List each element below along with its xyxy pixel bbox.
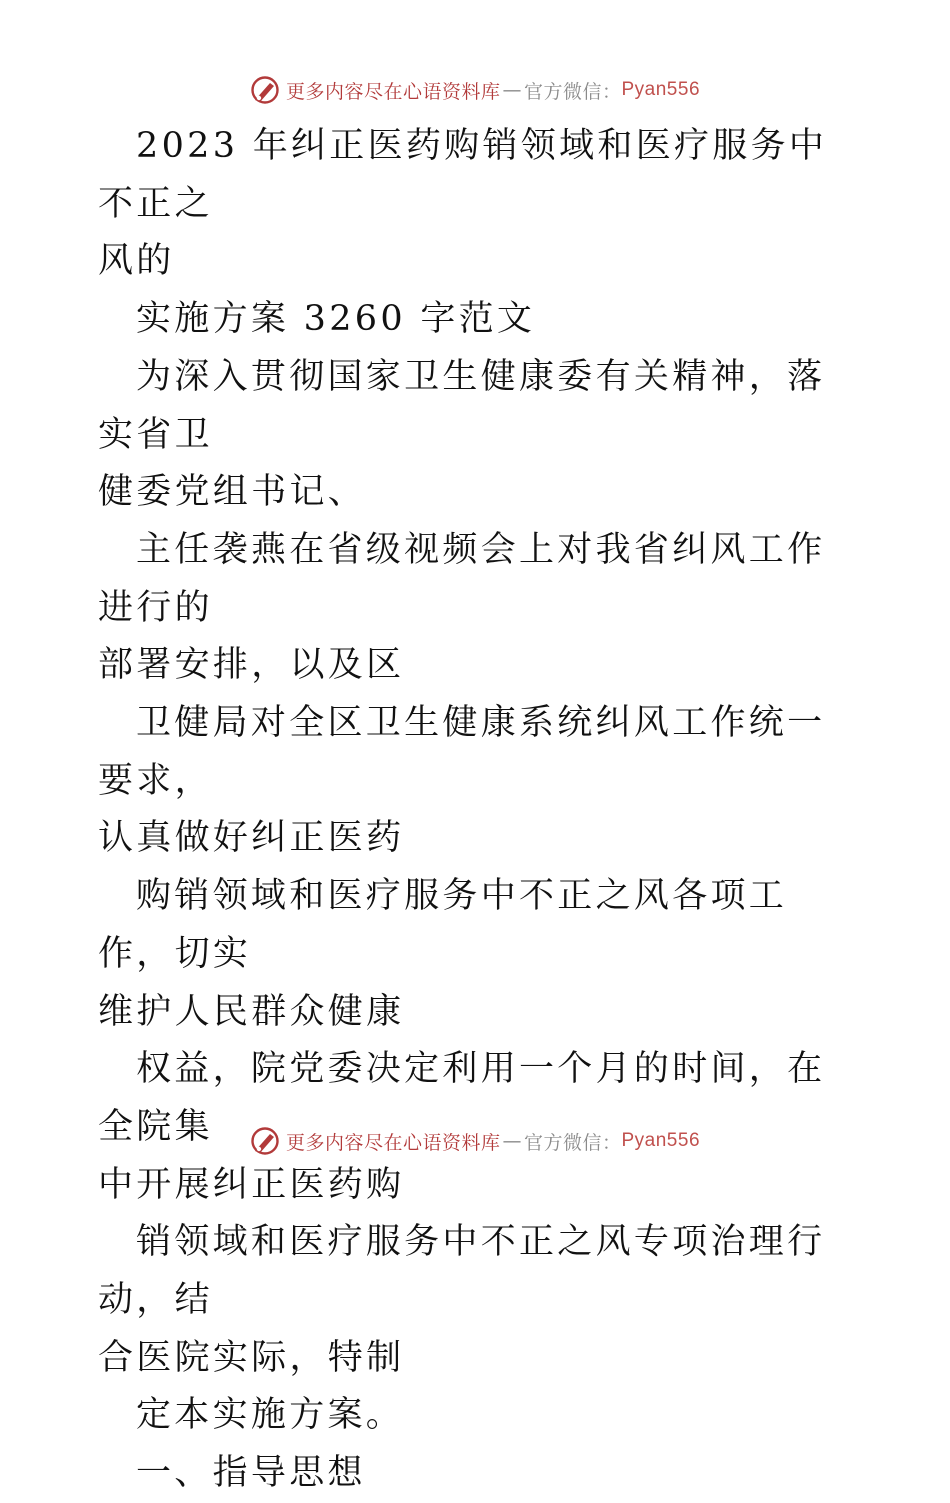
wechat-label: 官方微信： (523, 1131, 622, 1154)
watermark-tagline: 更多内容尽在心语资料库 (285, 80, 501, 103)
watermark-separator: — (502, 1130, 522, 1152)
pen-circle-logo-icon (250, 75, 280, 105)
doc-paragraph-line: 卫健局对全区卫生健康系统纠风工作统一要求， (98, 703, 826, 801)
doc-paragraph-line: 权益，院党委决定利用一个月的时间，在全院集 (98, 1049, 826, 1147)
pen-circle-logo-icon (250, 1126, 280, 1156)
doc-paragraph-line: 销领域和医疗服务中不正之风专项治理行动，结 (98, 1222, 826, 1321)
doc-paragraph-line: 维护人民群众健康 (98, 991, 405, 1032)
doc-title-line-1: 2023 年纠正医药购销领域和医疗服务中不正之 (98, 126, 828, 224)
watermark-tagline: 更多内容尽在心语资料库 (285, 1131, 501, 1154)
doc-subtitle: 实施方案 3260 字范文 (136, 299, 536, 340)
header-watermark-banner (0, 70, 950, 110)
doc-title-line-2: 风的 (98, 241, 175, 282)
wechat-id: Pyan556 (621, 79, 701, 100)
wechat-label: 官方微信： (523, 80, 622, 103)
doc-paragraph-line: 合医院实际，特制 (98, 1337, 405, 1378)
doc-paragraph-line: 部署安排，以及区 (98, 645, 405, 686)
doc-paragraph-line: 购销领域和医疗服务中不正之风各项工作，切实 (98, 876, 788, 974)
doc-paragraph-line: 认真做好纠正医药 (98, 818, 405, 859)
doc-paragraph-line: 为深入贯彻国家卫生健康委有关精神，落实省卫 (98, 356, 826, 455)
watermark-separator: — (502, 79, 522, 101)
document-body (98, 118, 858, 1503)
section-heading: 一、指导思想 (136, 1453, 366, 1494)
doc-paragraph-line: 中开展纠正医药购 (98, 1164, 405, 1205)
doc-paragraph-line: 定本实施方案。 (136, 1395, 405, 1436)
doc-paragraph-line: 主任袭燕在省级视频会上对我省纠风工作进行的 (98, 529, 826, 628)
footer-watermark-banner (0, 1121, 950, 1161)
doc-paragraph-line: 健委党组书记、 (98, 472, 367, 513)
wechat-id: Pyan556 (621, 1130, 701, 1151)
